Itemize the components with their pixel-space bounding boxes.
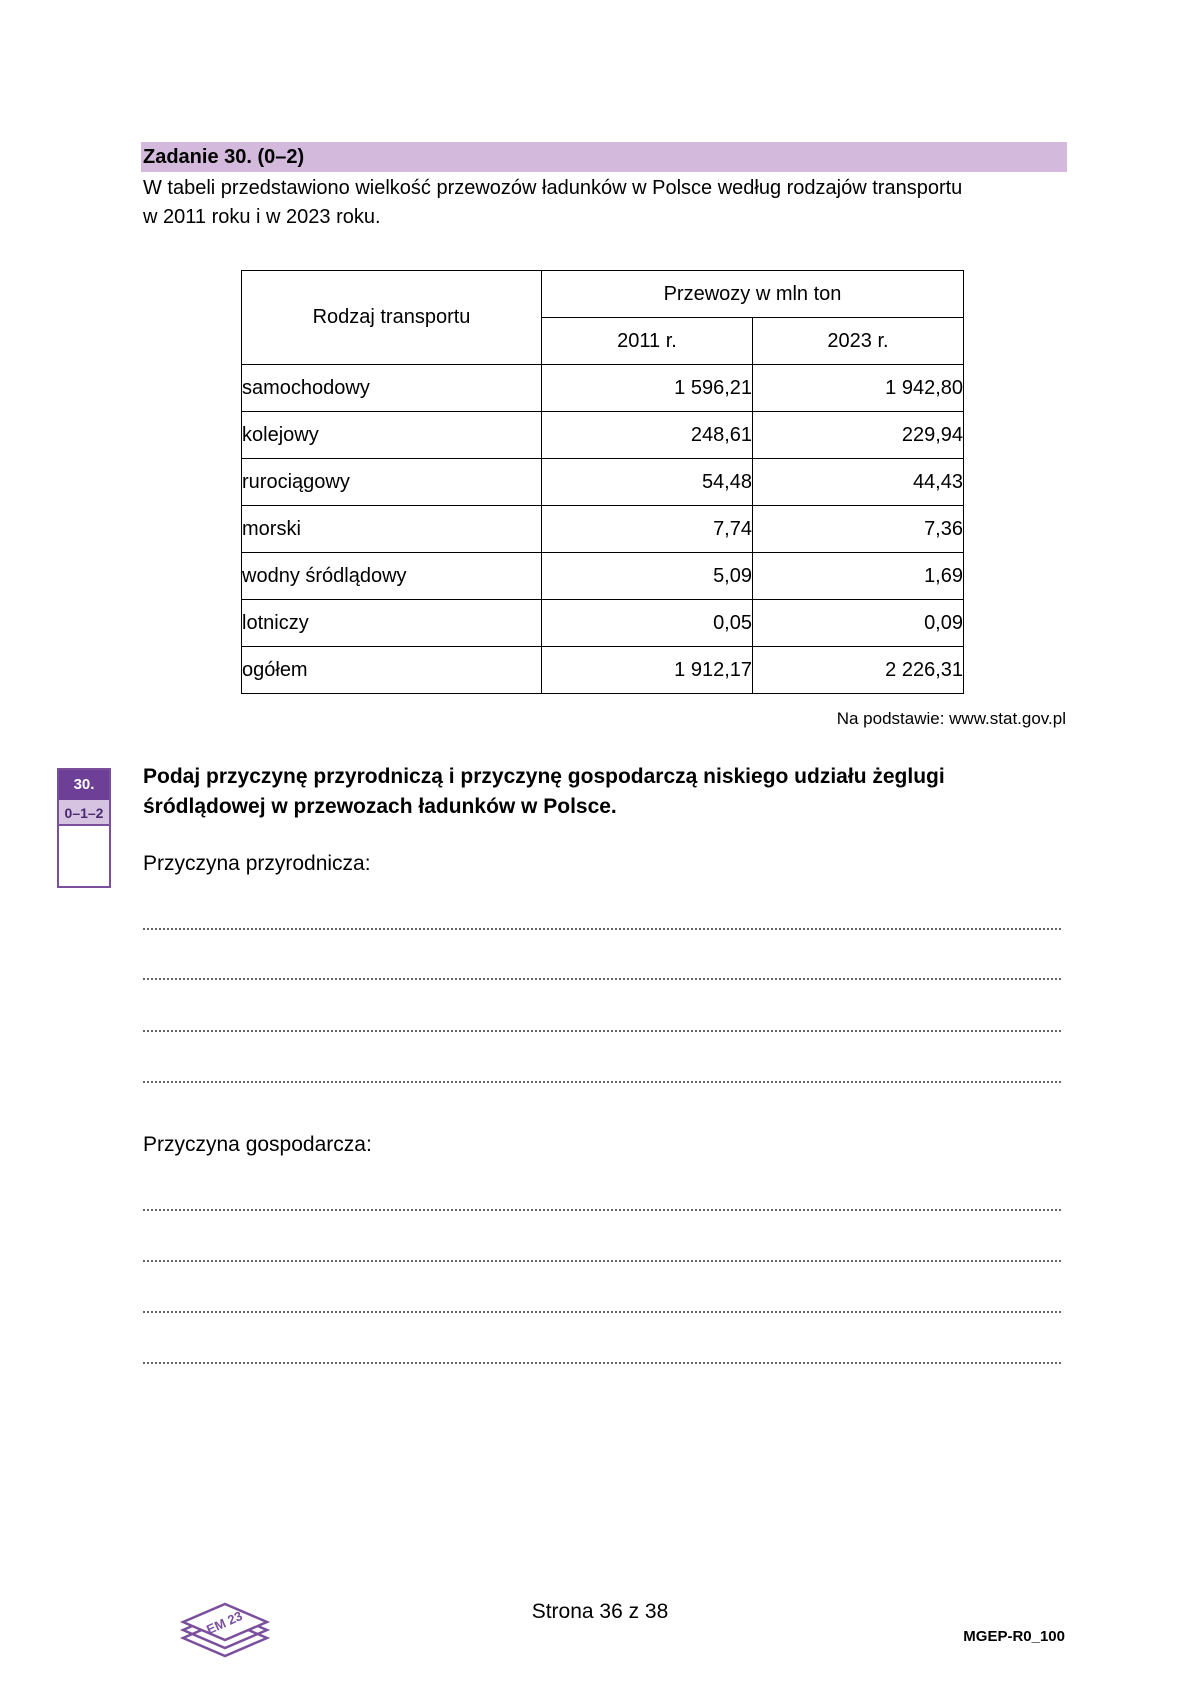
transport-table [241,270,964,694]
question-line-1: Podaj przyczynę przyrodniczą i przyczynę gospodarczą niskiego udziału żeglugi [143,765,945,788]
answer-line[interactable] [143,978,1061,980]
score-box [57,768,111,888]
cell-name: morski [242,506,542,553]
answer-line[interactable] [143,1081,1061,1083]
cell-name: ogółem [242,647,542,694]
header-shipments: Przewozy w mln ton [542,271,964,318]
cell-2023: 0,09 [753,600,964,647]
cell-2023: 1,69 [753,553,964,600]
cell-name: lotniczy [242,600,542,647]
cell-2023: 229,94 [753,412,964,459]
header-year-2011: 2011 r. [542,318,753,365]
table-header-row [242,271,964,318]
cell-2011: 1 596,21 [542,365,753,412]
table-row-total [242,647,964,694]
header-transport-type: Rodzaj transportu [242,271,542,365]
cell-2011: 1 912,17 [542,647,753,694]
table-row [242,506,964,553]
answer-line[interactable] [143,1362,1061,1364]
cell-2023: 44,43 [753,459,964,506]
table-row [242,412,964,459]
cell-2011: 7,74 [542,506,753,553]
cell-2023: 7,36 [753,506,964,553]
page-number: Strona 36 z 38 [531,1600,669,1623]
table-row [242,553,964,600]
logo-text: EM 23 [204,1608,245,1638]
cell-name: rurociągowy [242,459,542,506]
answer-line[interactable] [143,1311,1061,1313]
task-header [141,142,1067,172]
cell-2011: 5,09 [542,553,753,600]
question-text [143,762,1073,822]
question-line-2: śródlądowej w przewozach ładunków w Polsce. [143,795,617,818]
answer-line[interactable] [143,1030,1061,1032]
header-year-2023: 2023 r. [753,318,964,365]
answer-line[interactable] [143,1209,1061,1211]
cell-name: kolejowy [242,412,542,459]
table-source: Na podstawie: www.stat.gov.pl [836,709,1066,728]
table-row [242,600,964,647]
economic-cause-label: Przyczyna gospodarcza: [143,1133,372,1156]
cell-2011: 0,05 [542,600,753,647]
answer-line[interactable] [143,1260,1061,1262]
cell-2023: 1 942,80 [753,365,964,412]
score-task-number: 30. [59,770,109,800]
table-row [242,459,964,506]
intro-line-2: w 2011 roku i w 2023 roku. [143,206,381,228]
cell-2011: 248,61 [542,412,753,459]
cell-name: samochodowy [242,365,542,412]
task-title: Zadanie 30. (0–2) [143,146,305,168]
cell-2023: 2 226,31 [753,647,964,694]
score-range: 0–1–2 [59,800,109,826]
table-row [242,365,964,412]
cell-name: wodny śródlądowy [242,553,542,600]
natural-cause-label: Przyczyna przyrodnicza: [143,852,371,875]
cell-2011: 54,48 [542,459,753,506]
answer-line[interactable] [143,928,1061,930]
intro-line-1: W tabeli przedstawiono wielkość przewozów ładunków w Polsce według rodzajów transportu [143,177,963,199]
exam-code: MGEP-R0_100 [963,1628,1065,1645]
task-intro [143,174,1073,232]
